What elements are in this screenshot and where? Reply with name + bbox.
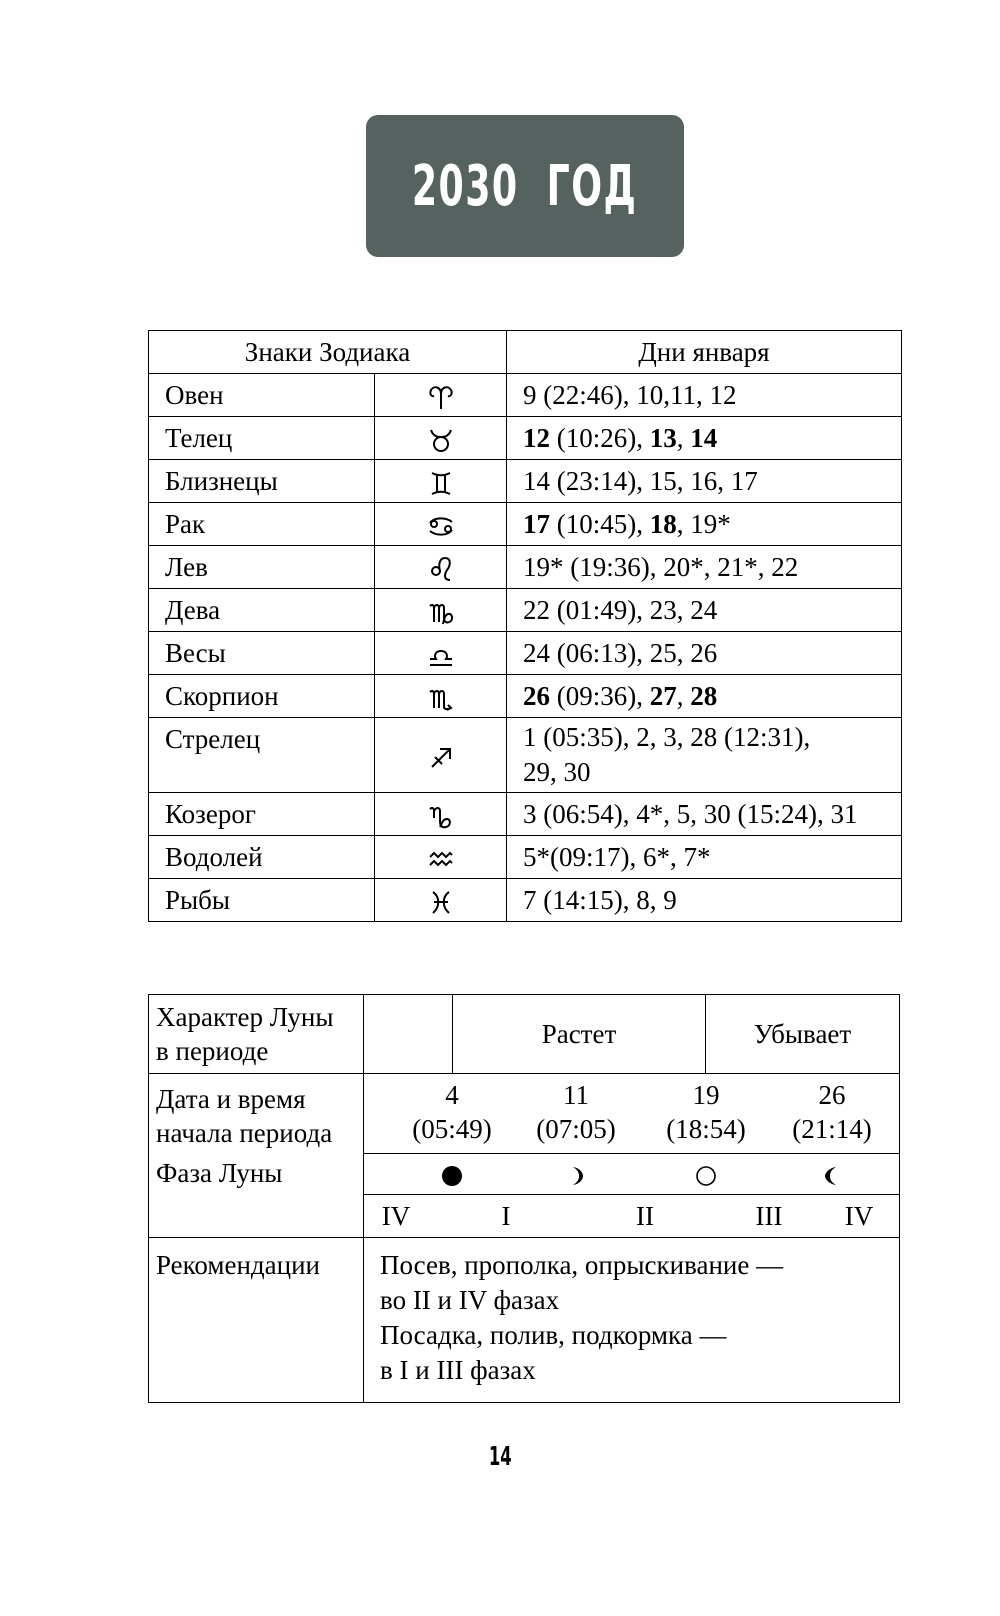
recommendations-text (364, 1238, 899, 1402)
zodiac-days (507, 836, 902, 879)
day-fragment: 27 (649, 680, 677, 711)
day-fragment: 12 (523, 422, 550, 453)
day-fragment: (09:36), (550, 680, 650, 711)
zodiac-sign-name: Скорпион (149, 675, 375, 718)
day-fragment: 22 (01:49), 23, 24 (523, 594, 718, 625)
growing-label: Растет (453, 995, 706, 1073)
moon-character-cells (364, 995, 900, 1074)
capricorn-icon (426, 801, 456, 831)
moon-character-row (149, 995, 900, 1074)
zodiac-days (507, 793, 902, 836)
last-quarter-icon (820, 1162, 844, 1197)
moon-recommendation-row (149, 1238, 900, 1403)
year-title-box (366, 115, 684, 257)
day-fragment: 28 (690, 680, 718, 711)
zodiac-symbol-cell (375, 374, 507, 417)
zodiac-symbol-cell (375, 675, 507, 718)
page-number: 14 (488, 1442, 512, 1472)
moon-period-date (521, 1078, 631, 1146)
scorpio-icon (426, 683, 456, 713)
moon-date-cells (364, 1074, 900, 1238)
zodiac-sign-name: Водолей (149, 836, 375, 879)
day-fragment: , (676, 422, 691, 453)
moon-table (148, 994, 900, 1403)
recommendation-line: Посев, прополка, опрыскивание — (380, 1250, 784, 1280)
recommendation-line: в I и III фазах (380, 1355, 536, 1385)
pisces-icon (426, 887, 456, 917)
day-fragment: 19* (19:36), 20*, 21*, 22 (523, 551, 799, 582)
moon-date-label: Дата и время начала периода Фаза Луны (149, 1074, 364, 1238)
day-fragment: 14 (23:14), 15, 16, 17 (523, 465, 758, 496)
day-fragment: 17 (523, 508, 550, 539)
day-fragment: 5*(09:17), 6*, 7* (523, 841, 711, 872)
zodiac-sign-name: Стрелец (149, 718, 375, 793)
full-moon-icon (694, 1162, 718, 1197)
zodiac-header-row (149, 331, 902, 374)
moon-date-row (149, 1074, 900, 1238)
day-fragment: 13 (649, 422, 677, 453)
day-fragment: 29, 30 (523, 757, 591, 787)
phase-numeral: III (755, 1201, 783, 1231)
zodiac-days (507, 546, 902, 589)
zodiac-row (149, 460, 902, 503)
zodiac-sign-name: Рыбы (149, 879, 375, 922)
zodiac-symbol-cell (375, 589, 507, 632)
zodiac-sign-name: Рак (149, 503, 375, 546)
zodiac-days (507, 589, 902, 632)
new-moon-icon (440, 1162, 464, 1197)
moon-period-time: (21:14) (792, 1114, 872, 1144)
zodiac-sign-name: Дева (149, 589, 375, 632)
moon-period-time: (07:05) (536, 1114, 616, 1144)
libra-icon (426, 640, 456, 670)
waning-label: Убывает (753, 1018, 852, 1049)
zodiac-sign-name: Телец (149, 417, 375, 460)
moon-character-label: Характер Луны в периоде (149, 995, 364, 1074)
day-fragment: 18 (649, 508, 677, 539)
day-fragment: 26 (523, 680, 550, 711)
zodiac-symbol-cell (375, 793, 507, 836)
zodiac-sign-name: Овен (149, 374, 375, 417)
moon-period-date (397, 1078, 507, 1146)
zodiac-symbol-cell (375, 460, 507, 503)
zodiac-sign-name: Лев (149, 546, 375, 589)
zodiac-row (149, 718, 902, 793)
phase-numeral: II (636, 1201, 654, 1231)
zodiac-row (149, 374, 902, 417)
day-fragment: 24 (06:13), 25, 26 (523, 637, 718, 668)
zodiac-table (148, 330, 902, 922)
header-days: Дни января (507, 331, 902, 374)
zodiac-symbol-cell (375, 879, 507, 922)
zodiac-row (149, 793, 902, 836)
moon-period-day: 19 (692, 1080, 720, 1110)
phase-numeral: IV (381, 1201, 411, 1231)
zodiac-days (507, 417, 902, 460)
zodiac-sign-name: Близнецы (149, 460, 375, 503)
recommendations-cell (364, 1238, 900, 1403)
zodiac-row (149, 675, 902, 718)
recommendations-label: Рекомендации (149, 1238, 364, 1403)
zodiac-row (149, 836, 902, 879)
moon-period-time: (05:49) (412, 1114, 492, 1144)
year-title: 2030 ГОД (412, 153, 638, 219)
recommendation-line: Посадка, полив, подкормка — (380, 1320, 727, 1350)
zodiac-row (149, 503, 902, 546)
day-fragment: , (676, 680, 691, 711)
day-fragment: 1 (05:35), 2, 3, 28 (12:31), (523, 722, 811, 752)
day-fragment: 7 (14:15), 8, 9 (523, 884, 677, 915)
zodiac-days (507, 632, 902, 675)
zodiac-symbol-cell (375, 718, 507, 793)
zodiac-days (507, 879, 902, 922)
phase-numeral: I (501, 1201, 511, 1231)
moon-period-day: 26 (818, 1080, 846, 1110)
zodiac-days (507, 675, 902, 718)
zodiac-sign-name: Весы (149, 632, 375, 675)
aquarius-icon (426, 844, 456, 874)
day-fragment: 14 (690, 422, 718, 453)
zodiac-row (149, 589, 902, 632)
taurus-icon (426, 425, 456, 455)
day-fragment: (10:45), (550, 508, 650, 539)
header-signs: Знаки Зодиака (149, 331, 507, 374)
phase-numeral: IV (844, 1201, 874, 1231)
empty-cell (364, 995, 453, 1073)
first-quarter-icon (564, 1162, 588, 1197)
moon-period-day: 11 (563, 1080, 589, 1110)
moon-period-date (777, 1078, 887, 1146)
recommendation-line: во II и IV фазах (380, 1285, 560, 1315)
phase-label: Фаза Луны (156, 1158, 283, 1188)
zodiac-days (507, 718, 902, 793)
zodiac-row (149, 546, 902, 589)
zodiac-row (149, 879, 902, 922)
zodiac-row (149, 417, 902, 460)
moon-period-date (651, 1078, 761, 1146)
day-fragment: (10:26), (550, 422, 650, 453)
zodiac-symbol-cell (375, 417, 507, 460)
zodiac-symbol-cell (375, 546, 507, 589)
moon-period-time: (18:54) (666, 1114, 746, 1144)
zodiac-symbol-cell (375, 836, 507, 879)
day-fragment: 3 (06:54), 4*, 5, 30 (15:24), 31 (523, 798, 858, 829)
zodiac-symbol-cell (375, 503, 507, 546)
day-fragment: , 19* (676, 508, 731, 539)
zodiac-days (507, 460, 902, 503)
day-fragment: 9 (22:46), 10,11, 12 (523, 379, 737, 410)
sagittarius-icon (426, 742, 456, 772)
moon-period-day: 4 (445, 1080, 459, 1110)
leo-icon (426, 554, 456, 584)
virgo-icon (426, 597, 456, 627)
aries-icon (426, 382, 456, 412)
cancer-icon (426, 511, 456, 541)
zodiac-symbol-cell (375, 632, 507, 675)
zodiac-days (507, 503, 902, 546)
zodiac-row (149, 632, 902, 675)
zodiac-sign-name: Козерог (149, 793, 375, 836)
gemini-icon (426, 468, 456, 498)
zodiac-days (507, 374, 902, 417)
